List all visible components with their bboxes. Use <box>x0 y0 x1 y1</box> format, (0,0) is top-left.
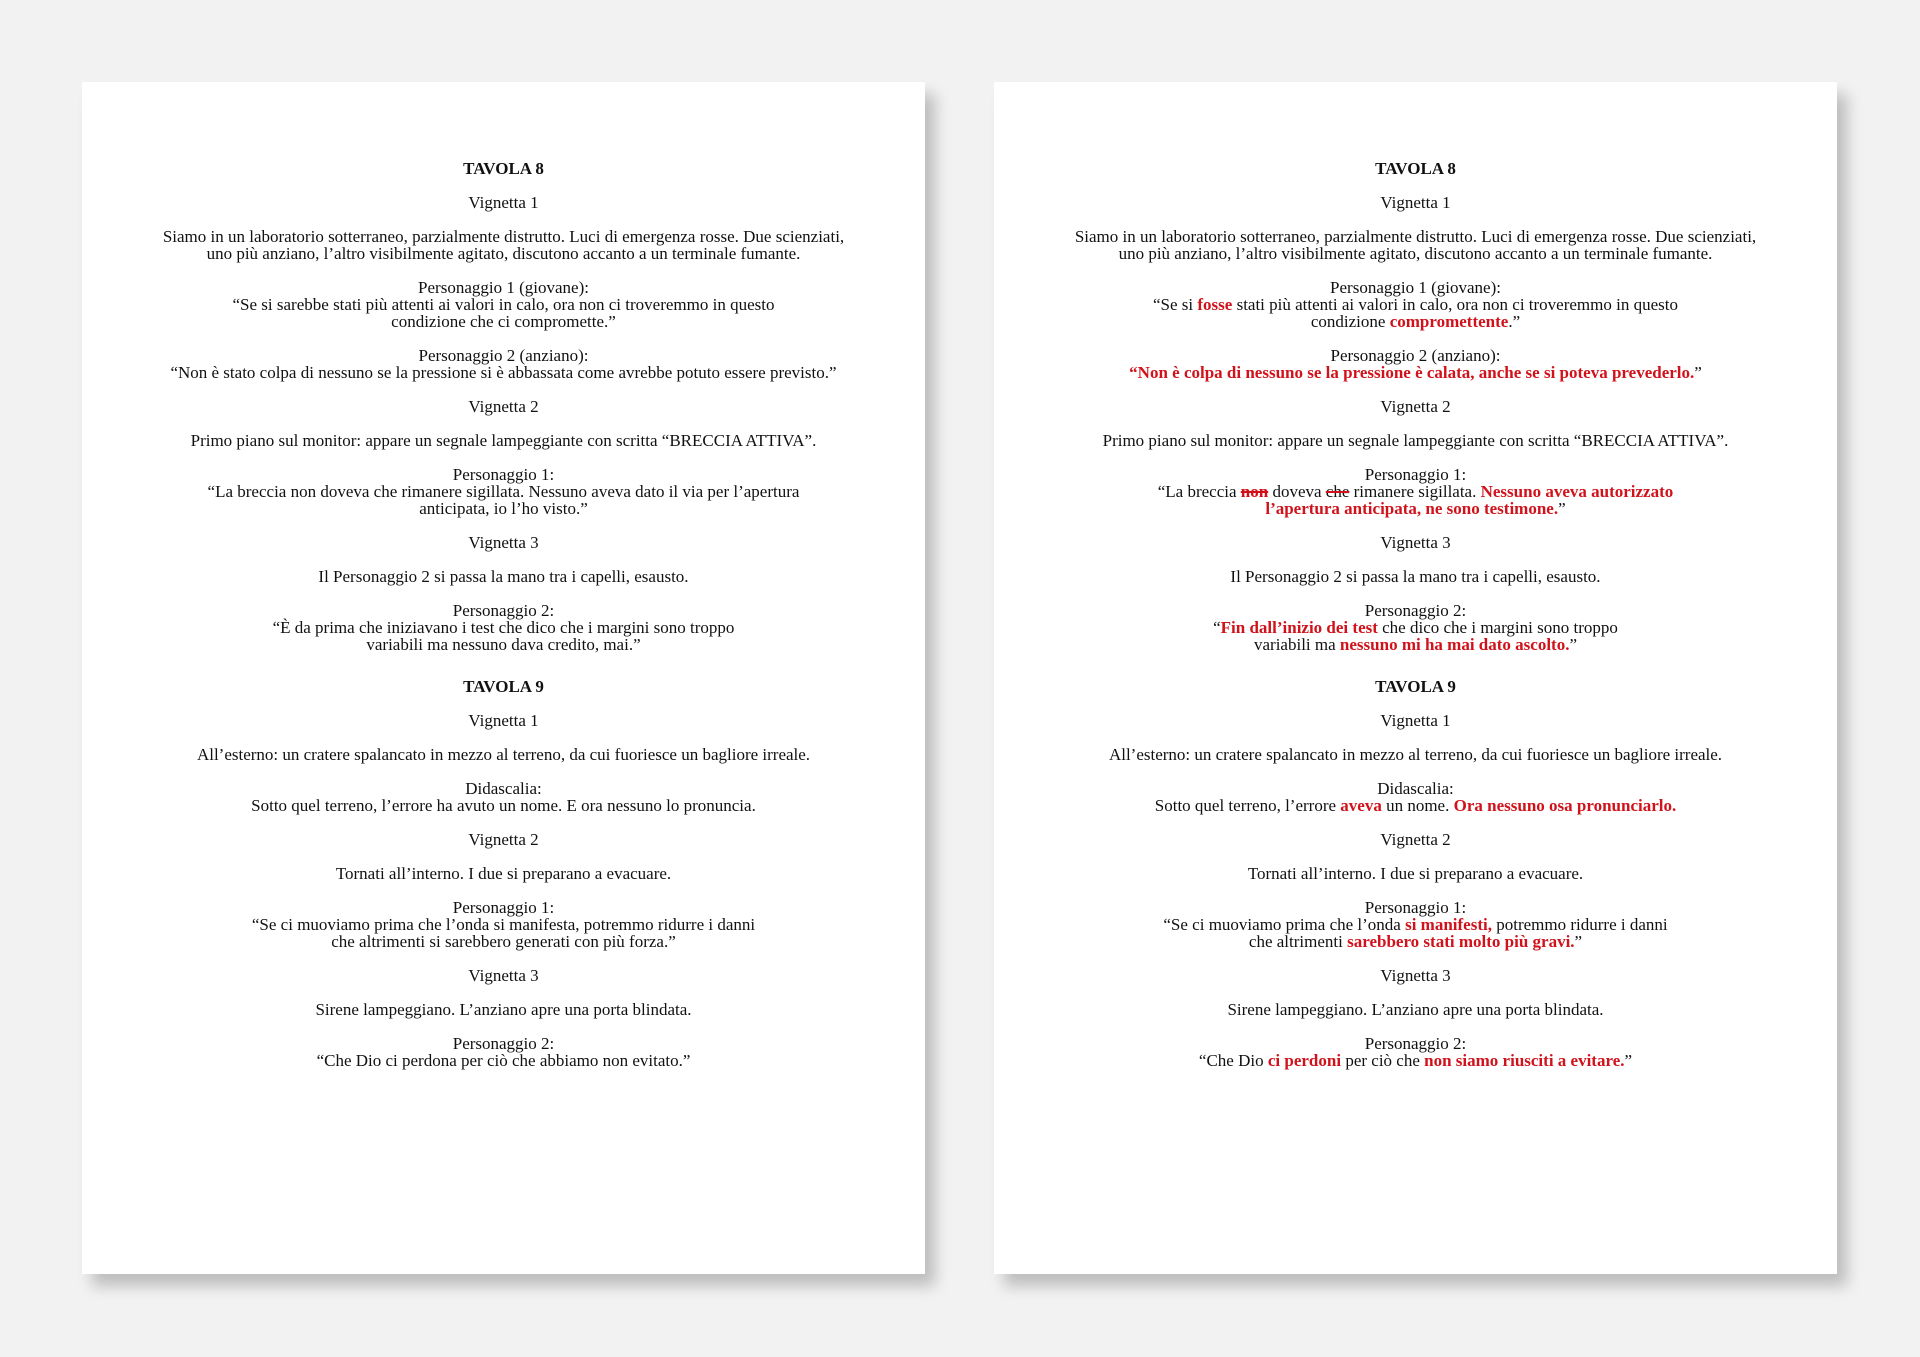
scene-description <box>994 746 1837 763</box>
speaker-label: Personaggio 2: <box>452 601 555 620</box>
scene-description <box>994 228 1837 262</box>
speaker-label: Personaggio 2 (anziano): <box>418 346 589 365</box>
vignetta-heading: Vignetta 2 <box>468 397 539 416</box>
dialogue-line <box>994 619 1837 636</box>
scene-description <box>82 746 925 763</box>
text-segment: doveva <box>1268 482 1326 501</box>
text-line: Il Personaggio 2 si passa la mano tra i capelli, esausto. <box>318 567 689 586</box>
vignetta-heading: Vignetta 2 <box>1380 830 1451 849</box>
scene-description <box>82 432 925 449</box>
speaker-label: Personaggio 1: <box>1364 465 1467 484</box>
dialogue-line <box>994 313 1837 330</box>
tavola-9-title: TAVOLA 9 <box>1375 677 1456 696</box>
caption-block <box>994 780 1837 814</box>
text-line: Primo piano sul monitor: appare un segnale lampeggiante con scritta “BRECCIA ATTIVA”. <box>1102 431 1729 450</box>
caption-block <box>82 780 925 814</box>
speaker-label: Personaggio 1 (giovane): <box>418 278 589 297</box>
dialogue-line: “Se si sarebbe stati più attenti ai valori in calo, ora non ci troveremmo in questo <box>232 295 775 314</box>
text-line: Siamo in un laboratorio sotterraneo, parzialmente distrutto. Luci di emergenza rosse. Due scienziati, <box>162 227 845 246</box>
caption-line <box>994 797 1837 814</box>
dialogue-line: condizione che ci compromette.” <box>391 312 616 331</box>
dialogue-block <box>994 1035 1837 1069</box>
text-segment: condizione <box>1310 312 1390 331</box>
vignetta-heading: Vignetta 1 <box>468 193 539 212</box>
correction-text: compromettente <box>1389 312 1509 331</box>
text-segment: ” <box>1558 499 1566 518</box>
speaker-label: Personaggio 1: <box>452 465 555 484</box>
text-segment: .” <box>1508 312 1521 331</box>
text-line: Tornati all’interno. I due si preparano a evacuare. <box>335 864 672 883</box>
dialogue-block <box>994 347 1837 381</box>
dialogue-line <box>994 1052 1837 1069</box>
dialogue-line: che altrimenti si sarebbero generati con più forza.” <box>331 932 676 951</box>
scene-description <box>994 568 1837 585</box>
speaker-label: Personaggio 1 (giovane): <box>1330 278 1501 297</box>
text-segment: potremmo ridurre i danni <box>1491 915 1668 934</box>
dialogue-block <box>994 899 1837 950</box>
speaker-label: Personaggio 2 (anziano): <box>1330 346 1501 365</box>
text-line: uno più anziano, l’altro visibilmente agitato, discutono accanto a un terminale fumante. <box>1118 244 1713 263</box>
dialogue-line: “Se ci muoviamo prima che l’onda si manifesta, potremmo ridurre i danni <box>251 915 756 934</box>
vignetta-heading: Vignetta 3 <box>1380 533 1451 552</box>
dialogue-line: “La breccia non doveva che rimanere sigillata. Nessuno aveva dato il via per l’apertura <box>207 482 800 501</box>
text-segment: rimanere sigillata. <box>1349 482 1481 501</box>
dialogue-line: anticipata, io l’ho visto.” <box>419 499 588 518</box>
vignetta-heading: Vignetta 1 <box>1380 193 1451 212</box>
deleted-text: non <box>1240 482 1269 501</box>
revised-page <box>994 82 1837 1274</box>
text-line: Sirene lampeggiano. L’anziano apre una porta blindata. <box>1227 1000 1604 1019</box>
correction-text: si manifesti, <box>1405 915 1492 934</box>
text-segment: “Che Dio <box>1198 1051 1268 1070</box>
dialogue-block <box>82 279 925 330</box>
dialogue-line: variabili ma nessuno dava credito, mai.” <box>366 635 641 654</box>
original-page <box>82 82 925 1274</box>
vignetta-heading: Vignetta 1 <box>1380 711 1451 730</box>
text-segment: stati più attenti ai valori in calo, ora non ci troveremmo in questo <box>1232 295 1678 314</box>
dialogue-line <box>994 636 1837 653</box>
tavola-9-title: TAVOLA 9 <box>463 677 544 696</box>
scene-description <box>994 1001 1837 1018</box>
dialogue-line: “Non è stato colpa di nessuno se la pressione si è abbassata come avrebbe potuto essere previsto.” <box>170 363 837 382</box>
caption-label: Didascalia: <box>1377 779 1454 798</box>
revised-content <box>994 160 1837 1069</box>
text-line: Tornati all’interno. I due si preparano a evacuare. <box>1247 864 1584 883</box>
tavola-8-title: TAVOLA 8 <box>1375 159 1456 178</box>
scene-description <box>82 865 925 882</box>
vignetta-heading: Vignetta 3 <box>1380 966 1451 985</box>
correction-text: ci perdoni <box>1267 1051 1342 1070</box>
speaker-label: Personaggio 2: <box>1364 1034 1467 1053</box>
scene-description <box>82 568 925 585</box>
dialogue-line <box>994 296 1837 313</box>
text-line: Primo piano sul monitor: appare un segnale lampeggiante con scritta “BRECCIA ATTIVA”. <box>190 431 817 450</box>
correction-text: Nessuno aveva autorizzato <box>1480 482 1674 501</box>
text-segment: “ <box>1213 618 1221 637</box>
correction-text: l’apertura anticipata, ne sono testimone. <box>1265 499 1559 518</box>
dialogue-line <box>994 933 1837 950</box>
dialogue-line <box>994 916 1837 933</box>
text-line: Il Personaggio 2 si passa la mano tra i capelli, esausto. <box>1230 567 1601 586</box>
speaker-label: Personaggio 2: <box>452 1034 555 1053</box>
speaker-label: Personaggio 1: <box>452 898 555 917</box>
correction-text: nessuno mi ha mai dato ascolto. <box>1339 635 1570 654</box>
dialogue-block <box>994 279 1837 330</box>
correction-text: “Non è colpa di nessuno se la pressione è calata, anche se si poteva prevederlo. <box>1129 363 1695 382</box>
correction-text: aveva <box>1340 796 1382 815</box>
dialogue-line <box>994 500 1837 517</box>
dialogue-line: “Che Dio ci perdona per ciò che abbiamo non evitato.” <box>316 1051 691 1070</box>
dialogue-block <box>82 1035 925 1069</box>
vignetta-heading: Vignetta 3 <box>468 966 539 985</box>
vignetta-heading: Vignetta 1 <box>468 711 539 730</box>
scene-description <box>994 432 1837 449</box>
text-line: Siamo in un laboratorio sotterraneo, parzialmente distrutto. Luci di emergenza rosse. Due scienziati, <box>1074 227 1757 246</box>
scene-description <box>994 865 1837 882</box>
text-line: All’esterno: un cratere spalancato in mezzo al terreno, da cui fuoriesce un bagliore irreale. <box>196 745 811 764</box>
scene-description <box>82 1001 925 1018</box>
vignetta-heading: Vignetta 2 <box>468 830 539 849</box>
dialogue-line: “È da prima che iniziavano i test che dico che i margini sono troppo <box>272 618 735 637</box>
text-segment: che altrimenti <box>1248 932 1348 951</box>
dialogue-block <box>994 466 1837 517</box>
text-segment: ” <box>1624 1051 1633 1070</box>
dialogue-block <box>82 466 925 517</box>
text-line: uno più anziano, l’altro visibilmente agitato, discutono accanto a un terminale fumante. <box>206 244 801 263</box>
vignetta-heading: Vignetta 3 <box>468 533 539 552</box>
correction-text: sarebbero stati molto più gravi. <box>1347 932 1575 951</box>
text-line: All’esterno: un cratere spalancato in mezzo al terreno, da cui fuoriesce un bagliore irreale. <box>1108 745 1723 764</box>
tavola-8-title: TAVOLA 8 <box>463 159 544 178</box>
text-segment: variabili ma <box>1254 635 1340 654</box>
speaker-label: Personaggio 1: <box>1364 898 1467 917</box>
dialogue-block <box>994 602 1837 653</box>
original-content <box>82 160 925 1069</box>
caption-line: Sotto quel terreno, l’errore ha avuto un nome. E ora nessuno lo pronuncia. <box>251 796 756 815</box>
correction-text: Fin dall’inizio dei test <box>1220 618 1378 637</box>
caption-label: Didascalia: <box>465 779 542 798</box>
text-segment: Sotto quel terreno, l’errore <box>1154 796 1341 815</box>
dialogue-block <box>82 899 925 950</box>
correction-text: non siamo riusciti a evitare. <box>1424 1051 1625 1070</box>
correction-text: fosse <box>1197 295 1233 314</box>
speaker-label: Personaggio 2: <box>1364 601 1467 620</box>
text-line: Sirene lampeggiano. L’anziano apre una porta blindata. <box>315 1000 692 1019</box>
text-segment: “La breccia <box>1157 482 1241 501</box>
deleted-text: che <box>1325 482 1350 501</box>
text-segment: che dico che i margini sono troppo <box>1377 618 1618 637</box>
text-segment: “Se si <box>1152 295 1198 314</box>
vignetta-heading: Vignetta 2 <box>1380 397 1451 416</box>
text-segment: “Se ci muoviamo prima che l’onda <box>1163 915 1406 934</box>
dialogue-block <box>82 602 925 653</box>
text-segment: ” <box>1569 635 1577 654</box>
correction-text: Ora nessuno osa pronunciarlo. <box>1453 796 1677 815</box>
dialogue-block <box>82 347 925 381</box>
scene-description <box>82 228 925 262</box>
dialogue-line <box>994 483 1837 500</box>
text-segment: un nome. <box>1381 796 1454 815</box>
text-segment: per ciò che <box>1341 1051 1425 1070</box>
text-segment: ” <box>1574 932 1583 951</box>
text-segment: ” <box>1694 363 1702 382</box>
dialogue-line <box>994 364 1837 381</box>
